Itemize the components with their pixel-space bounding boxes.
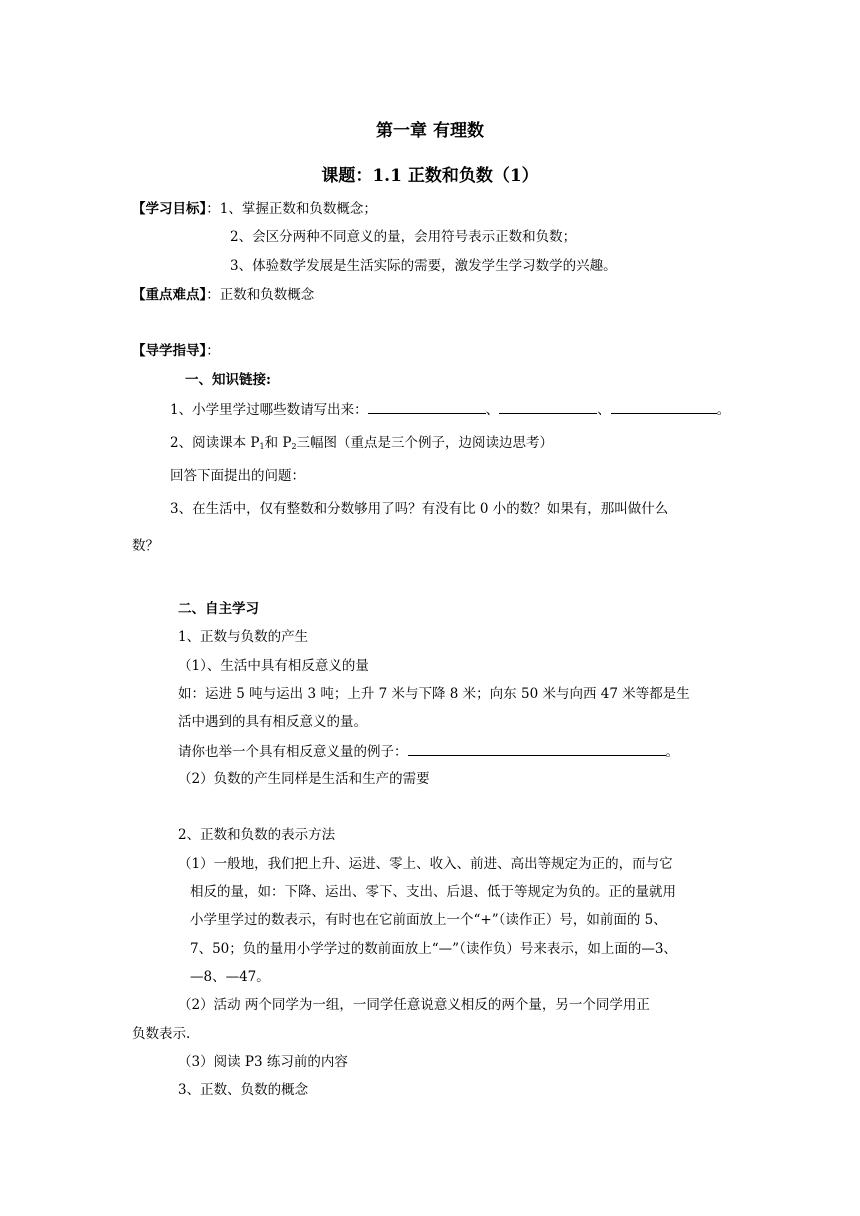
section2-p2-1-line-3: 小学里学过的数表示，有时也在它前面放上一个“+”（读作正）号，如前面的 5、 xyxy=(190,912,667,928)
section2-heading: 二、自主学习 xyxy=(178,601,259,617)
question-2-sub-1: 1 xyxy=(259,442,265,451)
section2-p2-1-line-4: 7、50；负的量用小学学过的数前面放上“—”（读作负）号来表示，如上面的—3、 xyxy=(190,941,677,957)
objectives-line-1 xyxy=(132,200,377,218)
question-1-end: 。 xyxy=(716,402,731,418)
own-example-text: 请你也举一个具有相反意义量的例子： xyxy=(178,744,408,760)
question-2-part-c: 三幅图（重点是三个例子，边阅读边思考） xyxy=(296,435,554,451)
chapter-title: 第一章 有理数 xyxy=(376,121,484,141)
own-example xyxy=(178,742,679,761)
question-1 xyxy=(170,400,730,419)
question-3-line-1: 3、在生活中，仅有整数和分数够用了吗？有没有比 0 小的数？如果有，那叫做什么 xyxy=(170,501,669,517)
section2-p2-1-line-2: 相反的量，如：下降、运出、零下、支出、后退、低于等规定为负的。正的量就用 xyxy=(190,884,676,900)
question-1-sep-2: 、 xyxy=(597,402,611,418)
answer-blank-2[interactable] xyxy=(499,400,597,414)
section2-p2-1-line-5: —8、—47。 xyxy=(190,969,270,985)
example-line-1: 如：运进 5 吨与运出 3 吨；上升 7 米与下降 8 米；向东 50 米与向西 47 米等都是生 xyxy=(178,686,690,702)
question-3-line-2: 数？ xyxy=(132,538,159,554)
section2-p2-2-line-1: （2）活动 两个同学为一组，一同学任意说意义相反的两个量，另一个同学用正 xyxy=(178,997,650,1013)
objective-2: 2、会区分两种不同意义的量，会用符号表示正数和负数； xyxy=(230,229,577,245)
key-points-text: ：正数和负数概念 xyxy=(206,287,315,303)
section2-p2-1-line-1: （1）一般地，我们把上升、运进、零上、收入、前进、高出等规定为正的，而与它 xyxy=(178,856,673,872)
guide-label: 【导学指导】 xyxy=(132,343,207,359)
question-2-sub-2: 2 xyxy=(291,442,297,451)
key-points xyxy=(132,286,314,304)
own-example-end: 。 xyxy=(665,744,679,760)
answer-blank-1[interactable] xyxy=(368,400,486,414)
question-2-part-b: 和 P xyxy=(264,435,292,451)
section2-p2: 2、正数和负数的表示方法 xyxy=(178,827,336,843)
question-2 xyxy=(170,434,553,452)
question-1-sep-1: 、 xyxy=(485,402,500,418)
section2-p1-1: （1）、生活中具有相反意义的量 xyxy=(178,658,369,674)
lesson-title: 课题：1.1 正数和负数（1） xyxy=(321,166,539,186)
guide-heading xyxy=(132,342,220,360)
own-example-blank[interactable] xyxy=(408,742,666,756)
example-line-2: 活中遇到的具有相反意义的量。 xyxy=(178,714,367,730)
section2-p3: 3、正数、负数的概念 xyxy=(178,1082,309,1098)
question-1-text: 1、小学里学过哪些数请写出来： xyxy=(170,402,368,418)
answer-prompt: 回答下面提出的问题： xyxy=(170,468,305,484)
guide-sep: ： xyxy=(206,343,220,359)
objectives-label: 【学习目标】 xyxy=(132,201,207,217)
objective-1: 1、掌握正数和负数概念； xyxy=(219,201,377,217)
section2-p2-2-line-2: 负数表示. xyxy=(132,1026,191,1042)
section1-heading: 一、知识链接: xyxy=(185,372,271,388)
section2-p1-2: （2）负数的产生同样是生活和生产的需要 xyxy=(178,771,430,787)
objectives-sep: ： xyxy=(206,201,220,217)
section2-p2-3: （3）阅读 P3 练习前的内容 xyxy=(178,1054,348,1070)
key-points-label: 【重点难点】 xyxy=(132,287,207,303)
question-2-part-a: 2、阅读课本 P xyxy=(170,435,260,451)
objective-3: 3、体验数学发展是生活实际的需要，激发学生学习数学的兴趣。 xyxy=(230,258,617,274)
answer-blank-3[interactable] xyxy=(611,400,717,414)
section2-p1: 1、正数与负数的产生 xyxy=(178,629,309,645)
